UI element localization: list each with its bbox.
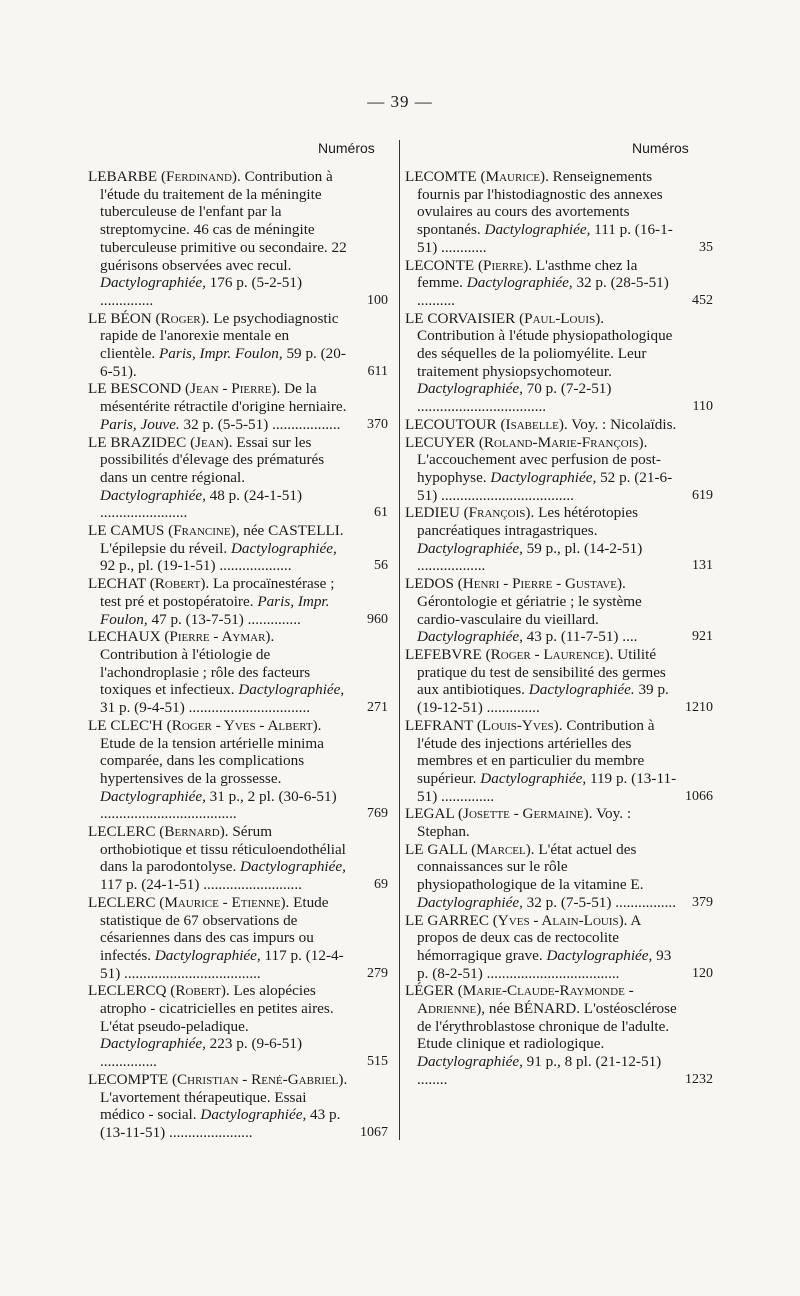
entry-title: Etude de la tension artérielle minima comparée, dans les complications hypertensives de la grossesse. — [100, 734, 324, 787]
entry-body — [405, 504, 681, 575]
entry-title: Contribution à l'étude du traitement de la méningite tuberculeuse de l'enfant par la streptomycine. 46 cas de méningite tuberculeuse primitive ou secondaire. 22 guérisons observées avec recul. — [100, 168, 347, 274]
entry-body — [405, 575, 681, 646]
entry-author: LECONTE (Pierre). — [405, 256, 533, 274]
entry-details: 52 p. (21-6-51) ................................... — [417, 468, 673, 504]
entry-details: 70 p. (7-2-51) .................................. — [417, 380, 612, 416]
bibliography-entry — [88, 575, 388, 628]
bibliography-entry — [88, 310, 388, 381]
entry-details: 119 p. (13-11-51) .............. — [417, 769, 677, 805]
bibliography-entry — [88, 522, 388, 575]
bibliography-entry — [405, 504, 713, 575]
entry-title: Sérum orthobiotique et tissu réticuloendothélial dans la parodontolyse. — [100, 823, 346, 876]
entry-body — [88, 310, 348, 381]
entry-body — [405, 805, 681, 840]
entry-publisher: Dactylographiée, — [100, 274, 206, 292]
left-column — [88, 168, 388, 1142]
entry-number: 921 — [692, 629, 713, 645]
entry-author: LE GARREC (Yves - Alain-Louis). — [405, 911, 628, 929]
entry-details: 176 p. (5-2-51) .............. — [100, 274, 303, 309]
bibliography-entry — [405, 168, 713, 257]
entry-body — [88, 1071, 348, 1142]
entry-number: 1067 — [360, 1124, 388, 1140]
entry-author: LEBARBE (Ferdinand). — [88, 168, 241, 185]
entry-details: 32 p. (7-5-51) ................ — [522, 893, 676, 911]
entry-author: LECOUTOUR (Isabelle). — [405, 415, 568, 433]
entry-details: 39 p. (19-12-51) .............. — [417, 681, 669, 717]
entry-title: L'avortement thérapeutique. Essai médico - social. — [100, 1088, 307, 1124]
entry-number: 271 — [367, 700, 388, 716]
entry-title: née CASTELLI. L'épilepsie du réveil. — [100, 522, 344, 557]
entry-author: LECUYER (Roland-Marie-François). — [405, 433, 648, 451]
entry-body — [88, 168, 348, 310]
bibliography-entry — [405, 716, 713, 806]
entry-author: LE CAMUS (Francine), — [88, 522, 240, 540]
bibliography-entry — [88, 628, 388, 717]
entry-body — [88, 894, 348, 983]
entry-number: 379 — [692, 894, 713, 910]
entry-details: 32 p. (5-5-51) .................. — [179, 415, 341, 433]
entry-details: 91 p., 8 pl. (21-12-51) ........ — [417, 1053, 662, 1088]
entry-publisher: Dactylographiée, — [417, 1053, 523, 1071]
entry-body — [405, 912, 681, 983]
entry-publisher: Dactylographiée, — [466, 274, 573, 292]
entry-details: 92 p., pl. (19-1-51) ................... — [100, 557, 292, 575]
entry-author: LEDIEU (François). — [405, 504, 535, 522]
entry-author: LECOMPTE (Christian - René-Gabriel). — [88, 1070, 348, 1088]
entry-author: LEFEBVRE (Roger - Laurence). — [405, 645, 614, 663]
entry-author: LECLERC (Bernard). — [88, 823, 229, 841]
entry-publisher: Dactylographiée, — [200, 1106, 307, 1124]
entry-publisher: Dactylographiée, — [417, 539, 523, 557]
entry-body — [88, 982, 348, 1071]
entry-author: LECHAUX (Pierre - Aymar). — [88, 628, 275, 646]
entry-number: 611 — [367, 363, 388, 379]
entry-details: 32 p. (28-5-51) .......... — [417, 274, 669, 309]
entry-publisher: Dactylographiée, — [490, 468, 597, 486]
entry-title: Renseignements fournis par l'histodiagnostic des annexes ovulaires au cours des avortements spontanés. — [417, 168, 663, 239]
entry-title: L'accouchement avec perfusion de post-hypophyse. — [417, 451, 661, 486]
entry-title: Les alopécies atropho - cicatricielles en petites aires. L'état pseudo-peladique. — [100, 982, 334, 1035]
entry-body — [405, 841, 681, 912]
entry-number: 370 — [367, 416, 388, 432]
entry-number: 120 — [692, 965, 713, 981]
bibliography-entry — [405, 645, 713, 717]
bibliography-entry — [405, 982, 713, 1088]
entry-publisher: Dactylographiée, — [238, 681, 345, 699]
entry-author: LEGAL (Josette - Germaine). — [405, 805, 593, 823]
entry-details: 43 p. (11-7-51) .... — [522, 628, 638, 646]
page-number: — 39 — — [367, 92, 433, 111]
entry-publisher: Dactylographiée, — [417, 628, 523, 646]
entry-number: 960 — [367, 611, 388, 627]
bibliography-entry — [405, 575, 713, 646]
bibliography-entry — [405, 256, 713, 310]
entry-number: 131 — [692, 558, 713, 574]
entry-publisher: Paris, Impr. Foulon, — [159, 345, 283, 363]
entry-publisher: Dactylographiée, — [546, 946, 653, 964]
bibliography-entry — [88, 168, 388, 310]
entry-title: Les hétérotopies pancréatiques intragastriques. — [417, 504, 639, 540]
entry-title: Voy. : Nicolaïdis. — [567, 415, 677, 433]
entry-number: 69 — [374, 877, 388, 893]
entry-details: 93 p. (8-2-51) ................................... — [417, 946, 672, 982]
entry-author: LECOMTE (Maurice). — [405, 168, 549, 185]
entry-author: LE CLEC'H (Roger - Yves - Albert). — [88, 716, 322, 734]
entry-details: 31 p. (9-4-51) ................................ — [100, 699, 311, 717]
entry-publisher: Paris, Jouve. — [100, 415, 180, 433]
entry-title: née BÉNARD. L'ostéosclérose de l'érythroblastose chronique de l'adulte. Etude clinique et radiologique. — [417, 1000, 677, 1053]
entry-details: 117 p. (12-4-51) .................................... — [100, 946, 344, 982]
entry-publisher: Dactylographiée, — [240, 858, 346, 876]
bibliography-entry — [88, 982, 388, 1071]
entry-number: 1210 — [685, 700, 713, 716]
entry-number: 1232 — [685, 1071, 713, 1087]
entry-body — [88, 380, 348, 433]
entry-body — [405, 434, 681, 505]
entry-number: 619 — [692, 487, 713, 503]
entry-body — [88, 434, 348, 523]
entry-body — [405, 982, 681, 1088]
entry-details: 43 p. (13-11-51) ...................... — [100, 1106, 341, 1141]
entry-number: 769 — [367, 806, 388, 822]
entry-publisher: Paris, Impr. Foulon, — [100, 592, 330, 628]
entry-publisher: Dactylographiée, — [484, 221, 591, 239]
entry-body — [88, 628, 348, 717]
right-column-heading: Numéros — [632, 140, 689, 156]
entry-details: 111 p. (16-1-51) ............ — [417, 221, 673, 256]
bibliography-entry — [405, 805, 705, 840]
entry-title: Contribution à l'étiologie de l'achondroplasie ; rôle des facteurs toxiques et infectieux. — [100, 645, 311, 699]
entry-number: 100 — [367, 292, 388, 308]
entry-author: LE BRAZIDEC (Jean). — [88, 433, 233, 451]
bibliography-entry — [88, 434, 388, 523]
entry-publisher: Dactylographiée, — [417, 380, 523, 398]
entry-publisher: Dactylographiée, — [100, 486, 206, 504]
bibliography-entry — [88, 894, 388, 983]
entry-publisher: Dactylographiée, — [100, 787, 206, 805]
bibliography-entry — [405, 416, 705, 434]
bibliography-entry — [88, 823, 388, 894]
bibliography-entry — [88, 717, 388, 823]
entry-title: Etude statistique de 67 observations de césariennes dans des cas impurs ou infectés. — [100, 893, 329, 964]
entry-publisher: Dactylographiée. — [528, 681, 635, 699]
bibliography-entry — [405, 433, 713, 505]
entry-author: LE BÉON (Roger). — [88, 309, 210, 327]
entry-author: LECLERCQ (Robert). — [88, 982, 230, 1000]
entry-body — [405, 646, 681, 717]
entry-number: 1066 — [685, 788, 713, 804]
bibliography-entry — [88, 1071, 388, 1142]
entry-publisher: Dactylographiée, — [417, 893, 523, 911]
bibliography-entry — [405, 309, 713, 416]
entry-details: 47 p. (13-7-51) .............. — [147, 610, 301, 628]
entry-publisher: Dactylographiée, — [480, 769, 587, 787]
entry-title: A propos de deux cas de rectocolite hémorragique grave. — [417, 911, 641, 964]
entry-body — [88, 823, 348, 894]
entry-number: 35 — [699, 239, 713, 255]
right-column — [405, 168, 713, 1089]
entry-title: La procaïnestérase ; test pré et postopératoire. — [100, 575, 335, 610]
entry-title: Contribution à l'étude physiopathologique des séquelles de la poliomyélite. Leur traitement physiopsychomoteur. — [417, 327, 673, 380]
entry-number: 56 — [374, 558, 388, 574]
entry-number: 515 — [367, 1054, 388, 1070]
entry-title: Voy. : Stephan. — [417, 805, 632, 841]
left-column-heading: Numéros — [318, 140, 375, 156]
entry-body — [88, 717, 348, 823]
entry-details: 31 p., 2 pl. (30-6-51) .................................... — [100, 787, 337, 823]
entry-publisher: Dactylographiée, — [154, 946, 261, 964]
entry-title: L'état actuel des connaissances sur le rôle physiopathologique de la vitamine E. — [417, 840, 644, 894]
entry-author: LÉGER (Marie-Claude-Raymonde - Adrienne), — [405, 982, 634, 1018]
entry-number: 279 — [367, 965, 388, 981]
entry-body — [405, 257, 681, 310]
entry-author: LEDOS (Henri - Pierre - Gustave). — [405, 575, 626, 593]
bibliography-entry — [405, 840, 713, 912]
entry-author: LECLERC (Maurice - Etienne). — [88, 893, 290, 911]
bibliography-entry — [405, 911, 713, 983]
entry-details: 59 p., pl. (14-2-51) .................. — [417, 539, 643, 575]
entry-publisher: Dactylographiée, — [230, 539, 337, 557]
entry-title: Le psychodiagnostic rapide de l'anorexie mentale en clientèle. — [100, 309, 339, 363]
entry-body — [405, 168, 681, 257]
entry-author: LEFRANT (Louis-Yves). — [405, 716, 563, 734]
entry-title: De la mésentérite rétractile d'origine herniaire. — [100, 380, 347, 416]
entry-number: 61 — [374, 505, 388, 521]
entry-details: 48 p. (24-1-51) ....................... — [100, 486, 303, 522]
entry-author: LE GALL (Marcel). — [405, 840, 535, 858]
entry-number: 110 — [692, 399, 713, 415]
bibliography-entry — [88, 380, 388, 433]
entry-body — [405, 310, 681, 416]
entry-body — [405, 416, 681, 434]
entry-title: Utilité pratique du test de sensibilité des germes aux antibiotiques. — [417, 645, 666, 699]
entry-details: 223 p. (9-6-51) ............... — [100, 1035, 303, 1071]
entry-number: 452 — [692, 292, 713, 308]
entry-title: L'asthme chez la femme. — [417, 256, 638, 292]
entry-details: 59 p. (20-6-51). — [100, 345, 346, 380]
entry-author: LE CORVAISIER (Paul-Louis). — [405, 309, 605, 327]
entry-publisher: Dactylographiée, — [100, 1035, 206, 1053]
entry-body — [88, 522, 348, 575]
entry-details: 117 p. (24-1-51) .......................... — [100, 876, 302, 894]
entry-title: Essai sur les possibilités d'élevage des prématurés dans un centre régional. — [100, 433, 325, 486]
entry-title: Gérontologie et gériatrie ; le système cardio-vasculaire du vieillard. — [417, 592, 642, 628]
entry-author: LECHAT (Robert). — [88, 575, 210, 593]
entry-body — [405, 717, 681, 806]
entry-body — [88, 575, 348, 628]
entry-author: LE BESCOND (Jean - Pierre). — [88, 380, 281, 398]
entry-title: Contribution à l'étude des injections artérielles des membres et en particulier du membre supérieur. — [417, 716, 655, 787]
column-divider — [399, 140, 400, 1140]
